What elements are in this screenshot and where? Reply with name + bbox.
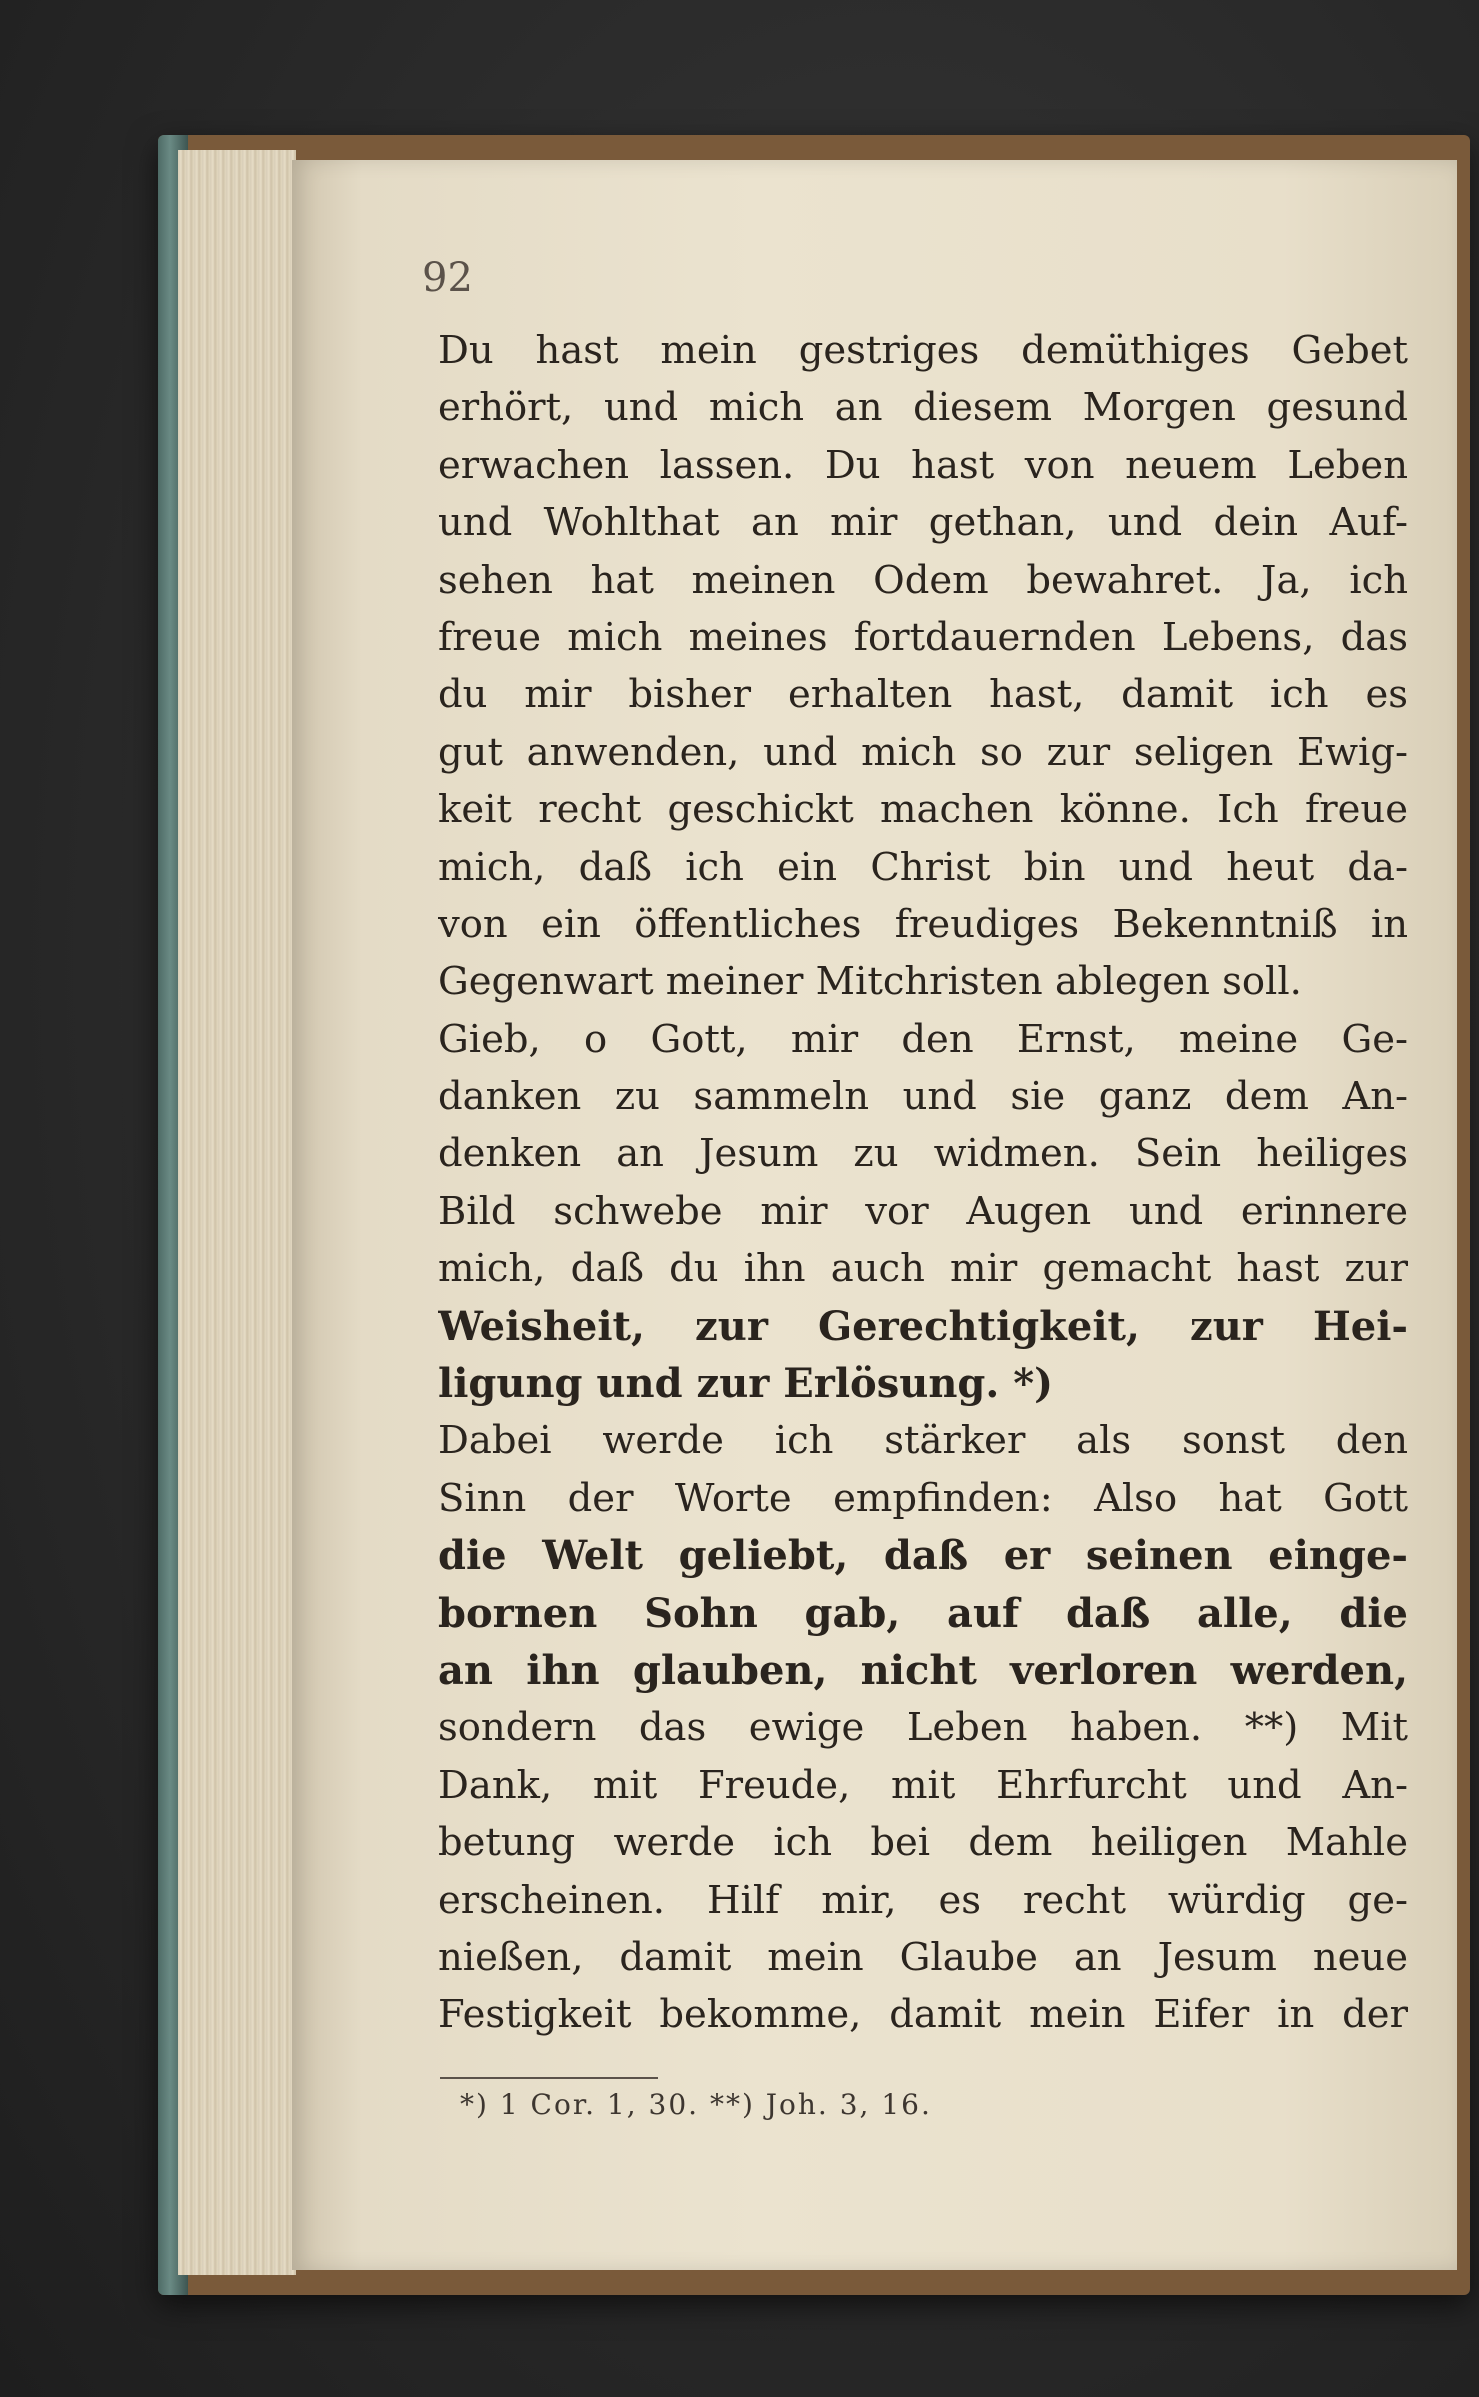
- text-line: sehen hat meinen Odem bewahret. Ja, ich: [438, 557, 1408, 603]
- text-line: Festigkeit bekomme, damit mein Eifer in der: [438, 1992, 1408, 2038]
- text-line: Gieb, o Gott, mir den Ernst, meine Ge-: [438, 1016, 1408, 1062]
- text-line: von ein öffentliches freudiges Bekenntniß in: [438, 901, 1408, 947]
- text-line: keit recht geschickt machen könne. Ich freue: [438, 787, 1408, 833]
- text-line: und Wohlthat an mir gethan, und dein Auf-: [438, 500, 1408, 546]
- footnote: *) 1 Cor. 1, 30. **) Joh. 3, 16.: [460, 2088, 932, 2121]
- page-number: 92: [422, 255, 473, 301]
- footnote-divider: [440, 2077, 658, 2079]
- text-line-emphasis: Weisheit, zur Gerechtigkeit, zur Hei-: [438, 1302, 1408, 1350]
- text-line: gut anwenden, und mich so zur seligen Ewig-: [438, 729, 1408, 775]
- text-line: Du hast mein gestriges demüthiges Gebet: [438, 328, 1408, 373]
- text-line: du mir bisher erhalten hast, damit ich es: [438, 672, 1408, 718]
- body-text: [438, 322, 1408, 2044]
- text-line-emphasis: bornen Sohn gab, auf daß alle, die: [438, 1589, 1408, 1637]
- text-line: Bild schwebe mir vor Augen und erinnere: [438, 1188, 1408, 1234]
- text-line: sondern das ewige Leben haben. **) Mit: [438, 1705, 1408, 1751]
- text-line: Sinn der Worte empfinden: Also hat Gott: [438, 1475, 1408, 1521]
- text-line: denken an Jesum zu widmen. Sein heiliges: [438, 1131, 1408, 1177]
- text-line-emphasis: die Welt geliebt, daß er seinen einge-: [438, 1532, 1408, 1580]
- text-line: freue mich meines fortdauernden Lebens, das: [438, 614, 1408, 660]
- text-line-emphasis: an ihn glauben, nicht verloren werden,: [438, 1646, 1408, 1694]
- page-stack-edge: [178, 150, 296, 2275]
- text-line: erwachen lassen. Du hast von neuem Leben: [438, 442, 1408, 488]
- text-line: Dank, mit Freude, mit Ehrfurcht und An-: [438, 1762, 1408, 1808]
- text-line: danken zu sammeln und sie ganz dem An-: [438, 1074, 1408, 1120]
- text-line: erscheinen. Hilf mir, es recht würdig ge-: [438, 1877, 1408, 1923]
- text-line: Dabei werde ich stärker als sonst den: [438, 1418, 1408, 1464]
- text-line: nießen, damit mein Glaube an Jesum neue: [438, 1934, 1408, 1980]
- text-line: betung werde ich bei dem heiligen Mahle: [438, 1820, 1408, 1866]
- text-line: Gegenwart meiner Mitchristen ablegen soll.: [438, 959, 1302, 1005]
- text-line-emphasis: ligung und zur Erlösung. *): [438, 1360, 1054, 1408]
- text-line: mich, daß du ihn auch mir gemacht hast zur: [438, 1246, 1408, 1292]
- text-line: mich, daß ich ein Christ bin und heut da-: [438, 844, 1408, 890]
- text-line: erhört, und mich an diesem Morgen gesund: [438, 385, 1408, 431]
